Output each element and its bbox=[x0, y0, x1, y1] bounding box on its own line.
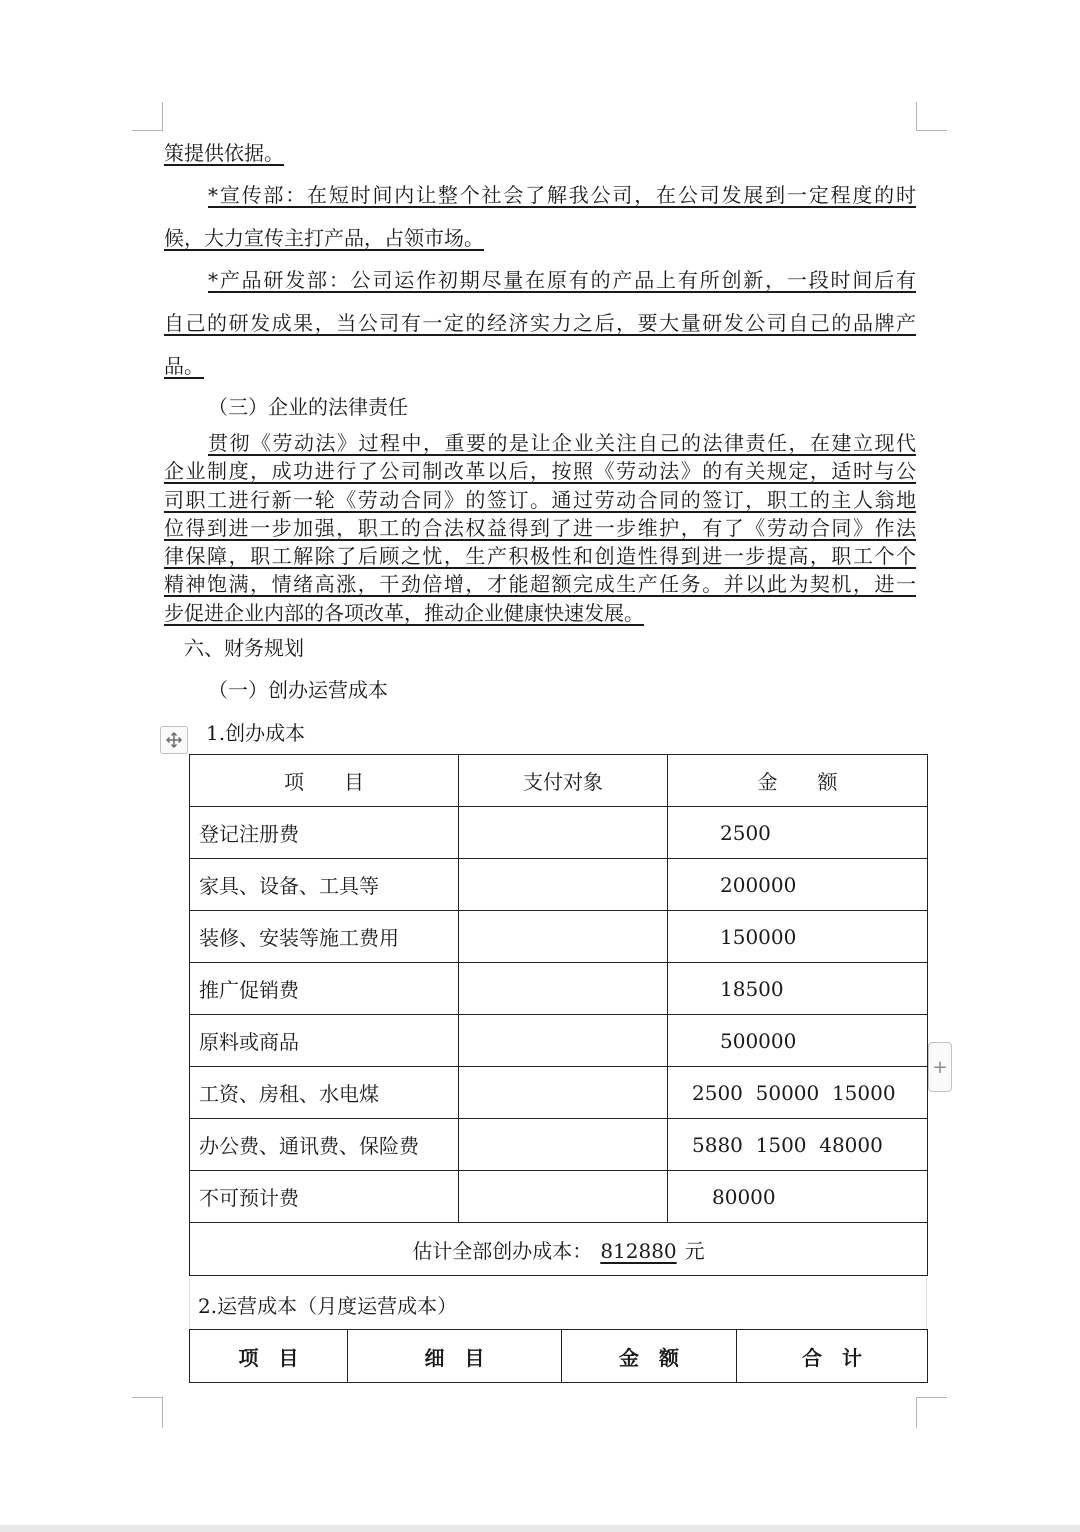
row-payee[interactable] bbox=[459, 1015, 668, 1067]
paragraph-line: 精神饱满，情绪高涨，干劲倍增，才能超额完成生产任务。并以此为契机，进一 bbox=[164, 572, 916, 596]
header-payee: 支付对象 bbox=[459, 755, 668, 807]
header-detail: 细 目 bbox=[348, 1330, 562, 1383]
table-row bbox=[190, 911, 928, 963]
row-item[interactable]: 推广促销费 bbox=[190, 963, 459, 1015]
row-payee[interactable] bbox=[459, 911, 668, 963]
row-amount[interactable]: 80000 bbox=[668, 1171, 928, 1223]
paragraph-line: *产品研发部：公司运作初期尽量在原有的产品上有所创新，一段时间后有 bbox=[208, 268, 916, 292]
total-label: 估计全部创办成本： bbox=[412, 1238, 593, 1263]
row-item[interactable]: 工资、房租、水电煤 bbox=[190, 1067, 459, 1119]
section-heading-cost: （一）创办运营成本 bbox=[208, 678, 388, 702]
table-row bbox=[190, 859, 928, 911]
row-amount[interactable]: 18500 bbox=[668, 963, 928, 1015]
table-header-row bbox=[190, 1330, 928, 1383]
paragraph-line: 贯彻《劳动法》过程中，重要的是让企业关注自己的法律责任，在建立现代 bbox=[208, 431, 916, 455]
section-heading-finance: 六、财务规划 bbox=[184, 636, 304, 660]
header-amount: 金 额 bbox=[668, 755, 928, 807]
header-total: 合 计 bbox=[737, 1330, 928, 1383]
margin-mark-bottom-left bbox=[132, 1397, 163, 1428]
table-row bbox=[190, 963, 928, 1015]
startup-cost-table bbox=[189, 754, 928, 1276]
table-row bbox=[190, 1015, 928, 1067]
paragraph-line: 候，大力宣传主打产品，占领市场。 bbox=[164, 226, 484, 250]
row-item[interactable]: 原料或商品 bbox=[190, 1015, 459, 1067]
row-payee[interactable] bbox=[459, 807, 668, 859]
row-item[interactable]: 家具、设备、工具等 bbox=[190, 859, 459, 911]
row-amount[interactable]: 2500 bbox=[668, 807, 928, 859]
add-column-button[interactable] bbox=[928, 1042, 952, 1092]
paragraph-line: 策提供依据。 bbox=[164, 141, 284, 165]
row-payee[interactable] bbox=[459, 1067, 668, 1119]
header-amount: 金 额 bbox=[562, 1330, 737, 1383]
row-payee[interactable] bbox=[459, 859, 668, 911]
row-item[interactable]: 办公费、通讯费、保险费 bbox=[190, 1119, 459, 1171]
header-item: 项 目 bbox=[190, 755, 459, 807]
total-cell[interactable] bbox=[190, 1223, 928, 1276]
row-payee[interactable] bbox=[459, 1119, 668, 1171]
header-item: 项 目 bbox=[190, 1330, 348, 1383]
total-unit: 元 bbox=[684, 1238, 705, 1263]
paragraph-line: 司职工进行新一轮《劳动合同》的签订。通过劳动合同的签订，职工的主人翁地 bbox=[164, 488, 916, 512]
row-item[interactable]: 登记注册费 bbox=[190, 807, 459, 859]
plus-icon: + bbox=[932, 1056, 948, 1078]
total-value: 812880 bbox=[600, 1238, 677, 1263]
section-heading-startup: 1.创办成本 bbox=[206, 721, 306, 745]
row-payee[interactable] bbox=[459, 963, 668, 1015]
row-amount[interactable]: 200000 bbox=[668, 859, 928, 911]
operating-cost-title-row bbox=[189, 1278, 927, 1329]
paragraph-line: 位得到进一步加强，职工的合法权益得到了进一步维护，有了《劳动合同》作法 bbox=[164, 516, 916, 540]
table-row bbox=[190, 1067, 928, 1119]
page-bottom-bar bbox=[0, 1525, 1080, 1532]
paragraph-line: 自己的研发成果，当公司有一定的经济实力之后，要大量研发公司自己的品牌产 bbox=[164, 311, 916, 335]
table-row bbox=[190, 1119, 928, 1171]
operating-cost-table bbox=[189, 1329, 928, 1383]
table-row bbox=[190, 807, 928, 859]
row-amount[interactable]: 5880 1500 48000 bbox=[668, 1119, 928, 1171]
row-amount[interactable]: 150000 bbox=[668, 911, 928, 963]
table-row bbox=[190, 1171, 928, 1223]
paragraph-line: 企业制度，成功进行了公司制改革以后，按照《劳动法》的有关规定，适时与公 bbox=[164, 459, 916, 483]
margin-mark-bottom-right bbox=[916, 1397, 947, 1428]
table-move-handle[interactable] bbox=[160, 726, 188, 754]
paragraph-line: *宣传部：在短时间内让整个社会了解我公司，在公司发展到一定程度的时 bbox=[208, 183, 916, 207]
table-header-row bbox=[190, 755, 928, 807]
table-total-row bbox=[190, 1223, 928, 1276]
row-amount[interactable]: 500000 bbox=[668, 1015, 928, 1067]
operating-cost-title: 2.运营成本（月度运营成本） bbox=[198, 1294, 458, 1318]
margin-mark-top-left bbox=[132, 102, 163, 131]
row-amount[interactable]: 2500 50000 15000 bbox=[668, 1067, 928, 1119]
row-item[interactable]: 装修、安装等施工费用 bbox=[190, 911, 459, 963]
row-payee[interactable] bbox=[459, 1171, 668, 1223]
move-icon bbox=[165, 731, 183, 749]
section-heading-legal: （三）企业的法律责任 bbox=[208, 395, 408, 419]
paragraph-line: 步促进企业内部的各项改革，推动企业健康快速发展。 bbox=[164, 601, 644, 625]
margin-mark-top-right bbox=[916, 102, 947, 131]
row-item[interactable]: 不可预计费 bbox=[190, 1171, 459, 1223]
paragraph-line: 品。 bbox=[164, 354, 204, 378]
paragraph-line: 律保障，职工解除了后顾之忧，生产积极性和创造性得到进一步提高，职工个个 bbox=[164, 544, 916, 568]
